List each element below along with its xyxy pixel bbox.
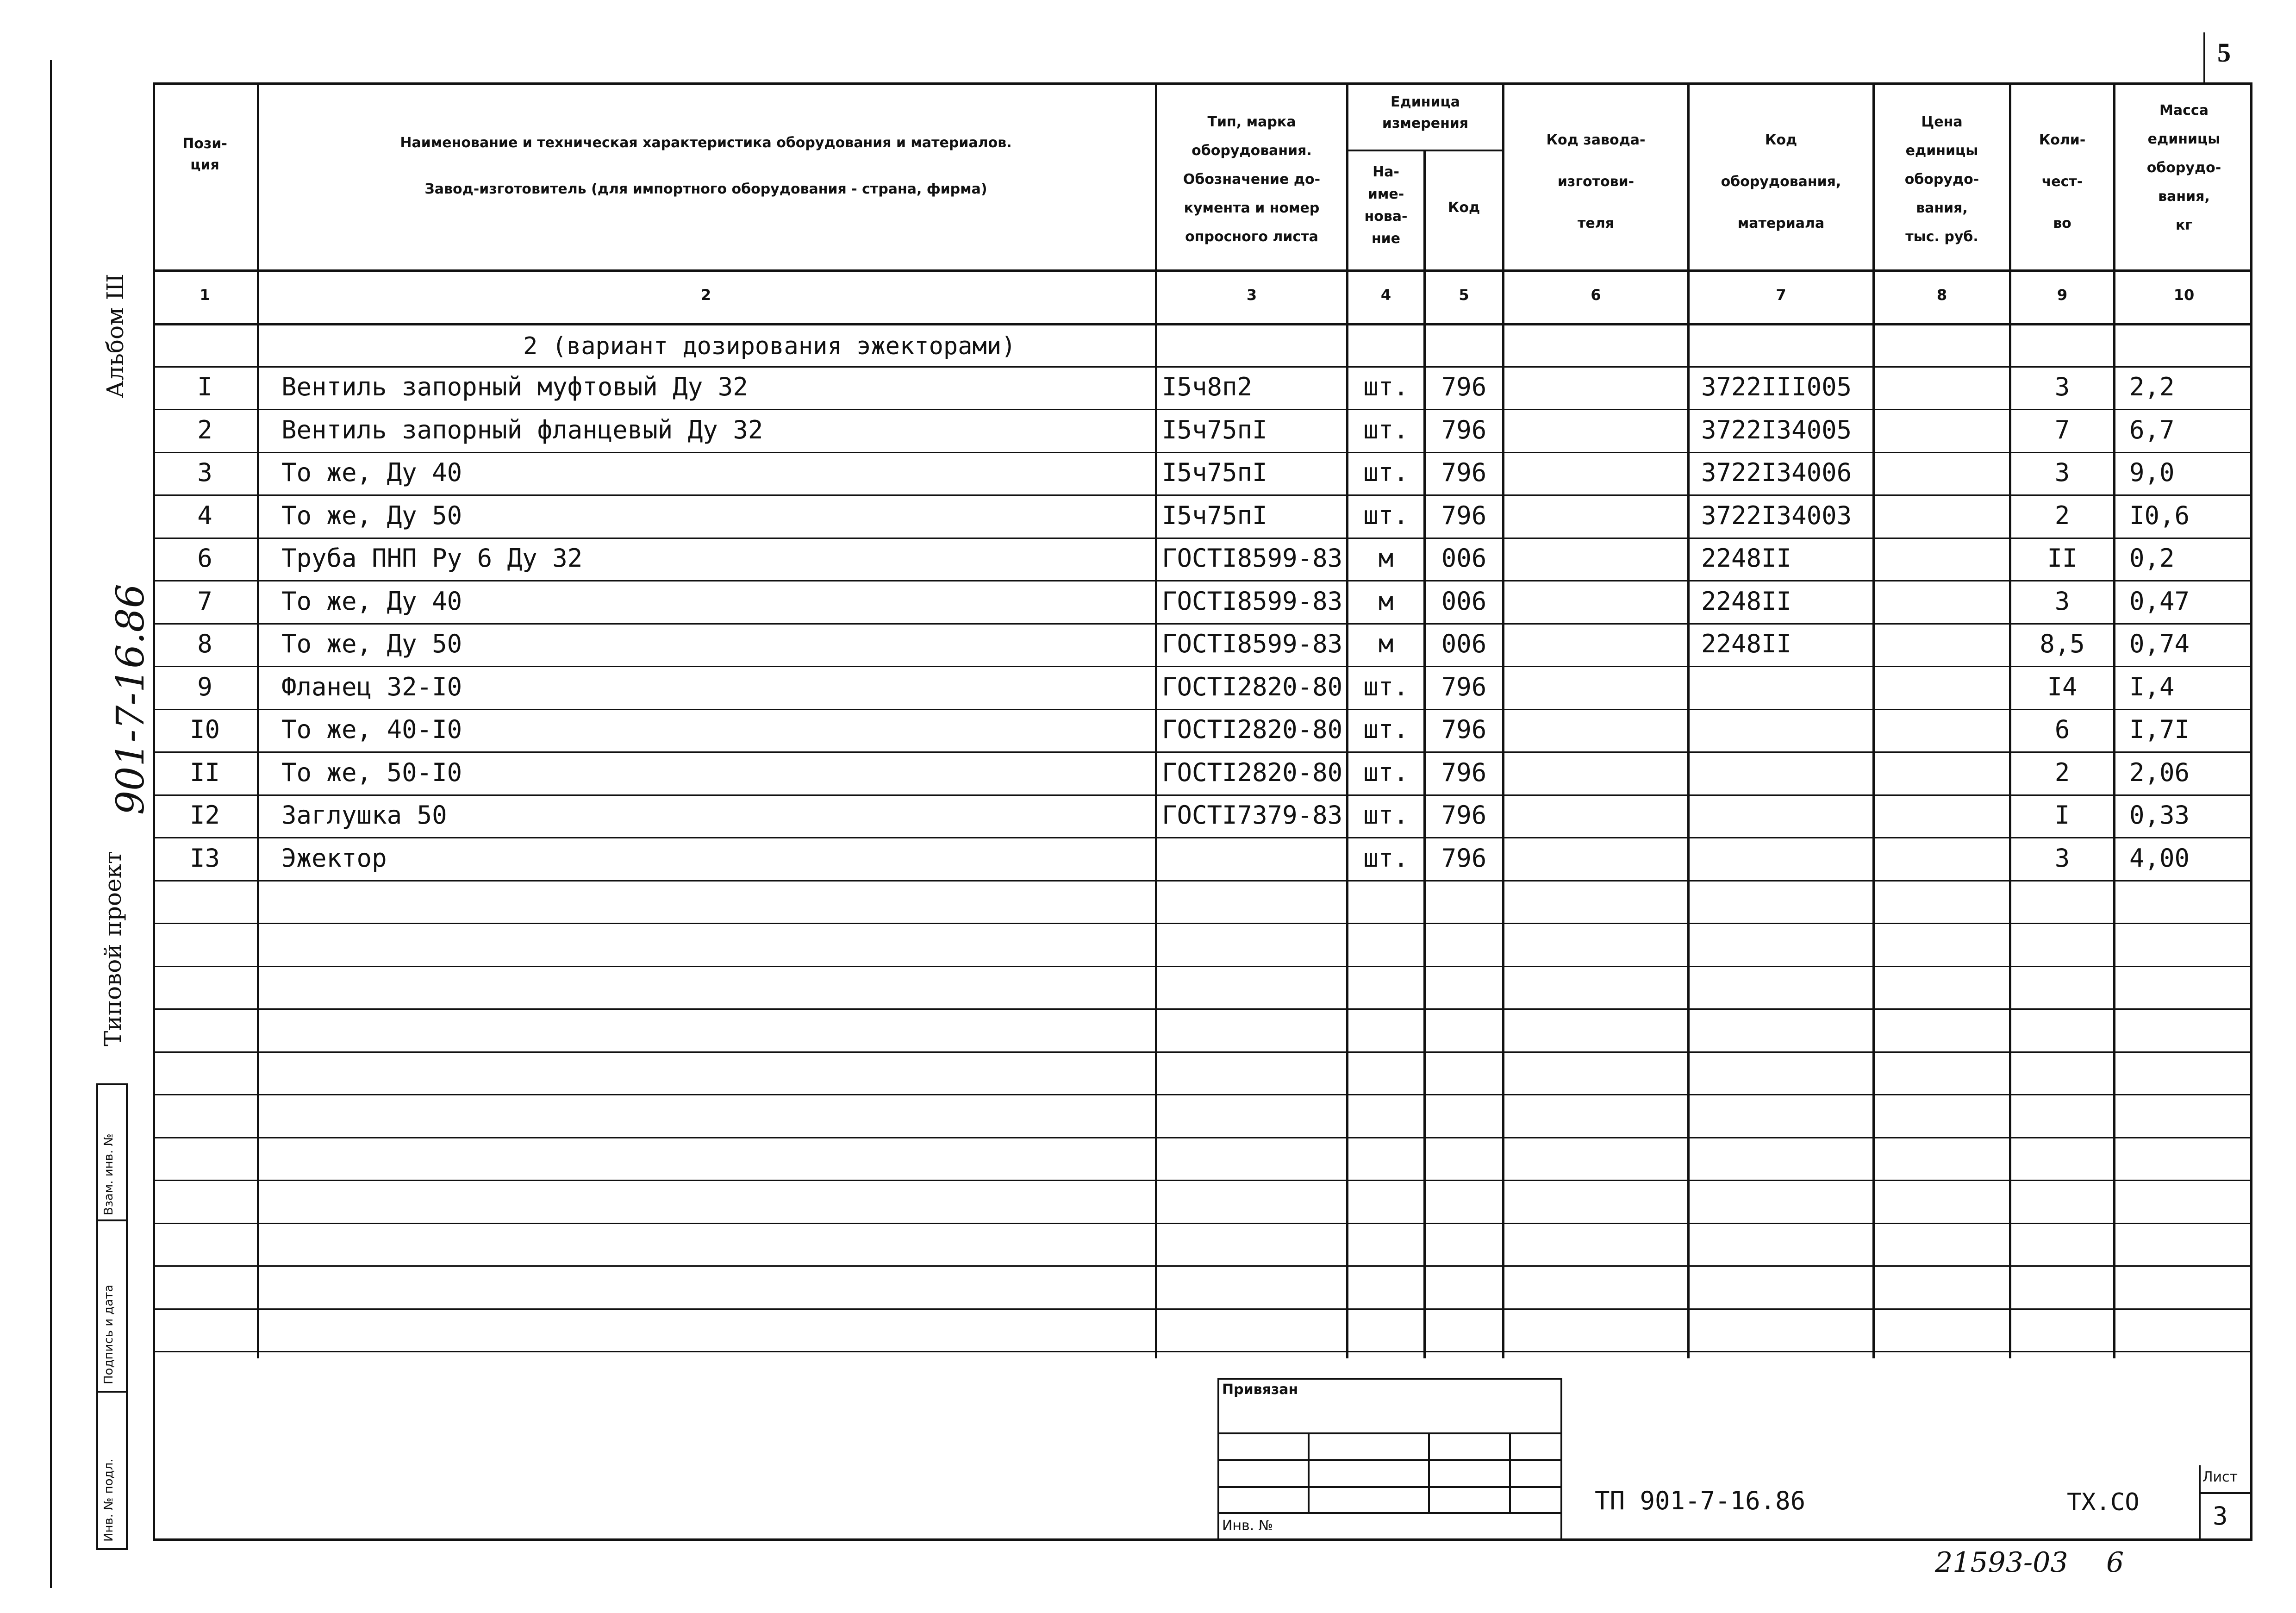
- col-number-5: 5: [1459, 286, 1469, 304]
- row-6-pos: 7: [197, 587, 212, 616]
- binding-line: [50, 60, 52, 1588]
- row-7-unit: м: [1378, 629, 1394, 658]
- page-number: 5: [2217, 38, 2231, 68]
- row-4-pos: 4: [197, 501, 212, 530]
- row-9-name: То же, 40-I0: [281, 715, 462, 744]
- row-12-unit: шт.: [1363, 844, 1409, 873]
- row-11-qty: I: [2054, 800, 2070, 830]
- row-5-type: ГОСТI8599-83: [1162, 544, 1343, 573]
- album-label: Альбом Ш: [102, 274, 129, 398]
- col-number-2: 2: [700, 286, 711, 304]
- title-block-bound: [1217, 1378, 1562, 1541]
- row-2-unit: шт.: [1363, 415, 1409, 444]
- header-mass: Масса единицы оборудо- вания, кг: [2146, 102, 2221, 233]
- page-number-box-left: [2203, 32, 2205, 83]
- inventory-label: Инв. №: [1222, 1518, 1273, 1534]
- row-4-mass: I0,6: [2129, 501, 2190, 530]
- sheet-label: Лист: [2202, 1469, 2238, 1485]
- row-5-mass: 0,2: [2129, 544, 2175, 573]
- section-title: 2 (вариант дозирования эжекторами): [523, 332, 1016, 360]
- row-4-type: I5ч75пI: [1162, 501, 1267, 530]
- row-9-pos: I0: [189, 715, 220, 744]
- row-3-name: То же, Ду 40: [281, 458, 462, 487]
- row-10-name: То же, 50-I0: [281, 758, 462, 787]
- row-11-mass: 0,33: [2129, 800, 2190, 830]
- row-12-mass: 4,00: [2129, 844, 2190, 873]
- row-2-qty: 7: [2054, 415, 2070, 444]
- row-2-type: I5ч75пI: [1162, 415, 1267, 444]
- row-7-type: ГОСТI8599-83: [1162, 629, 1343, 658]
- row-11-pos: I2: [189, 800, 220, 830]
- row-5-equip-code: 2248II: [1701, 544, 1792, 573]
- row-1-equip-code: 3722III005: [1701, 372, 1852, 401]
- row-3-unit: шт.: [1363, 458, 1409, 487]
- row-3-type: I5ч75пI: [1162, 458, 1267, 487]
- row-8-qty: I4: [2047, 672, 2078, 701]
- row-5-name: Труба ПНП Ру 6 Ду 32: [281, 544, 583, 573]
- project-number-handwritten: 901-7-16.86: [109, 584, 153, 815]
- header-factory-code: Код завода- изготови- теля: [1546, 132, 1646, 231]
- row-9-type: ГОСТI2820-80: [1162, 715, 1343, 744]
- col-number-8: 8: [1936, 286, 1947, 304]
- row-8-unit-code: 796: [1441, 672, 1487, 701]
- row-10-mass: 2,06: [2129, 758, 2190, 787]
- header-unit-code: Код: [1447, 200, 1480, 216]
- row-9-unit-code: 796: [1441, 715, 1487, 744]
- row-1-pos: I: [197, 372, 212, 401]
- equipment-table: [153, 82, 2252, 1358]
- row-2-mass: 6,7: [2129, 415, 2175, 444]
- row-3-pos: 3: [197, 458, 212, 487]
- row-1-name: Вентиль запорный муфтовый Ду 32: [281, 372, 748, 401]
- header-name-line1: Наименование и техническая характеристика оборудования и материалов.: [400, 135, 1012, 151]
- col-number-6: 6: [1591, 286, 1601, 304]
- row-9-unit: шт.: [1363, 715, 1409, 744]
- row-10-unit: шт.: [1363, 758, 1409, 787]
- project-label: Типовой проект: [100, 851, 126, 1046]
- row-1-qty: 3: [2054, 372, 2070, 401]
- col-number-10: 10: [2173, 286, 2195, 304]
- row-6-mass: 0,47: [2129, 587, 2190, 616]
- row-4-equip-code: 3722I34003: [1701, 501, 1852, 530]
- col-number-4: 4: [1380, 286, 1391, 304]
- row-7-name: То же, Ду 50: [281, 629, 462, 658]
- document-mark: ТХ.СО: [2067, 1488, 2140, 1516]
- row-9-mass: I,7I: [2129, 715, 2190, 744]
- row-11-unit-code: 796: [1441, 800, 1487, 830]
- row-2-pos: 2: [197, 415, 212, 444]
- row-7-unit-code: 006: [1441, 629, 1487, 658]
- row-5-pos: 6: [197, 544, 212, 573]
- bound-label: Привязан: [1222, 1382, 1298, 1398]
- row-12-pos: I3: [189, 844, 220, 873]
- row-3-qty: 3: [2054, 458, 2070, 487]
- header-position: Пози- ция: [182, 136, 227, 173]
- document-code: ТП 901-7-16.86: [1595, 1486, 1806, 1515]
- row-11-name: Заглушка 50: [281, 800, 447, 830]
- row-12-name: Эжектор: [281, 844, 387, 873]
- stamp-label-replaced: Взам. инв. №: [102, 1133, 116, 1215]
- row-2-name: Вентиль запорный фланцевый Ду 32: [281, 415, 763, 444]
- row-4-unit: шт.: [1363, 501, 1409, 530]
- col-number-7: 7: [1776, 286, 1786, 304]
- row-1-mass: 2,2: [2129, 372, 2175, 401]
- row-1-unit-code: 796: [1441, 372, 1487, 401]
- header-name-line2: Завод-изготовитель (для импортного оборудования - страна, фирма): [424, 181, 987, 197]
- row-7-pos: 8: [197, 629, 212, 658]
- header-price: Цена единицы оборудо- вания, тыс. руб.: [1904, 114, 1979, 245]
- row-10-unit-code: 796: [1441, 758, 1487, 787]
- header-unit-name: На- име- нова- ние: [1364, 164, 1408, 247]
- col-number-3: 3: [1246, 286, 1257, 304]
- row-5-unit: м: [1378, 544, 1394, 573]
- row-9-qty: 6: [2054, 715, 2070, 744]
- row-3-unit-code: 796: [1441, 458, 1487, 487]
- row-8-unit: шт.: [1363, 672, 1409, 701]
- archive-number: 21593-03: [1935, 1546, 2068, 1579]
- row-6-name: То же, Ду 40: [281, 587, 462, 616]
- row-4-qty: 2: [2054, 501, 2070, 530]
- row-7-equip-code: 2248II: [1701, 629, 1792, 658]
- col-number-9: 9: [2057, 286, 2068, 304]
- stamp-label-inventory: Инв. № подл.: [102, 1458, 116, 1542]
- row-8-pos: 9: [197, 672, 212, 701]
- row-5-unit-code: 006: [1441, 544, 1487, 573]
- sheet-number: 3: [2213, 1501, 2228, 1531]
- sheet-number-box: [2199, 1465, 2252, 1541]
- row-8-name: Фланец 32-I0: [281, 672, 462, 701]
- col-number-1: 1: [200, 286, 210, 304]
- row-4-unit-code: 796: [1441, 501, 1487, 530]
- row-6-equip-code: 2248II: [1701, 587, 1792, 616]
- header-unit-group: Единица измерения: [1382, 94, 1469, 131]
- row-3-equip-code: 3722I34006: [1701, 458, 1852, 487]
- row-6-qty: 3: [2054, 587, 2070, 616]
- row-8-mass: I,4: [2129, 672, 2175, 701]
- row-12-unit-code: 796: [1441, 844, 1487, 873]
- row-6-type: ГОСТI8599-83: [1162, 587, 1343, 616]
- row-10-pos: II: [189, 758, 220, 787]
- row-5-qty: II: [2047, 544, 2078, 573]
- row-4-name: То же, Ду 50: [281, 501, 462, 530]
- row-2-equip-code: 3722I34005: [1701, 415, 1852, 444]
- row-11-type: ГОСТI7379-83: [1162, 800, 1343, 830]
- row-10-type: ГОСТI2820-80: [1162, 758, 1343, 787]
- row-7-qty: 8,5: [2040, 629, 2085, 658]
- row-11-unit: шт.: [1363, 800, 1409, 830]
- row-1-unit: шт.: [1363, 372, 1409, 401]
- header-equipment-code: Код оборудования, материала: [1721, 132, 1841, 231]
- row-6-unit-code: 006: [1441, 587, 1487, 616]
- row-2-unit-code: 796: [1441, 415, 1487, 444]
- copy-number: 6: [2106, 1546, 2124, 1579]
- row-12-qty: 3: [2054, 844, 2070, 873]
- header-quantity: Коли- чест- во: [2039, 132, 2086, 231]
- row-3-mass: 9,0: [2129, 458, 2175, 487]
- row-10-qty: 2: [2054, 758, 2070, 787]
- stamp-label-signature: Подпись и дата: [102, 1284, 116, 1384]
- header-type: Тип, марка оборудования. Обозначение до- кумента и номер опросного листа: [1183, 114, 1321, 245]
- row-6-unit: м: [1378, 587, 1394, 616]
- row-8-type: ГОСТI2820-80: [1162, 672, 1343, 701]
- row-7-mass: 0,74: [2129, 629, 2190, 658]
- row-1-type: I5ч8п2: [1162, 372, 1253, 401]
